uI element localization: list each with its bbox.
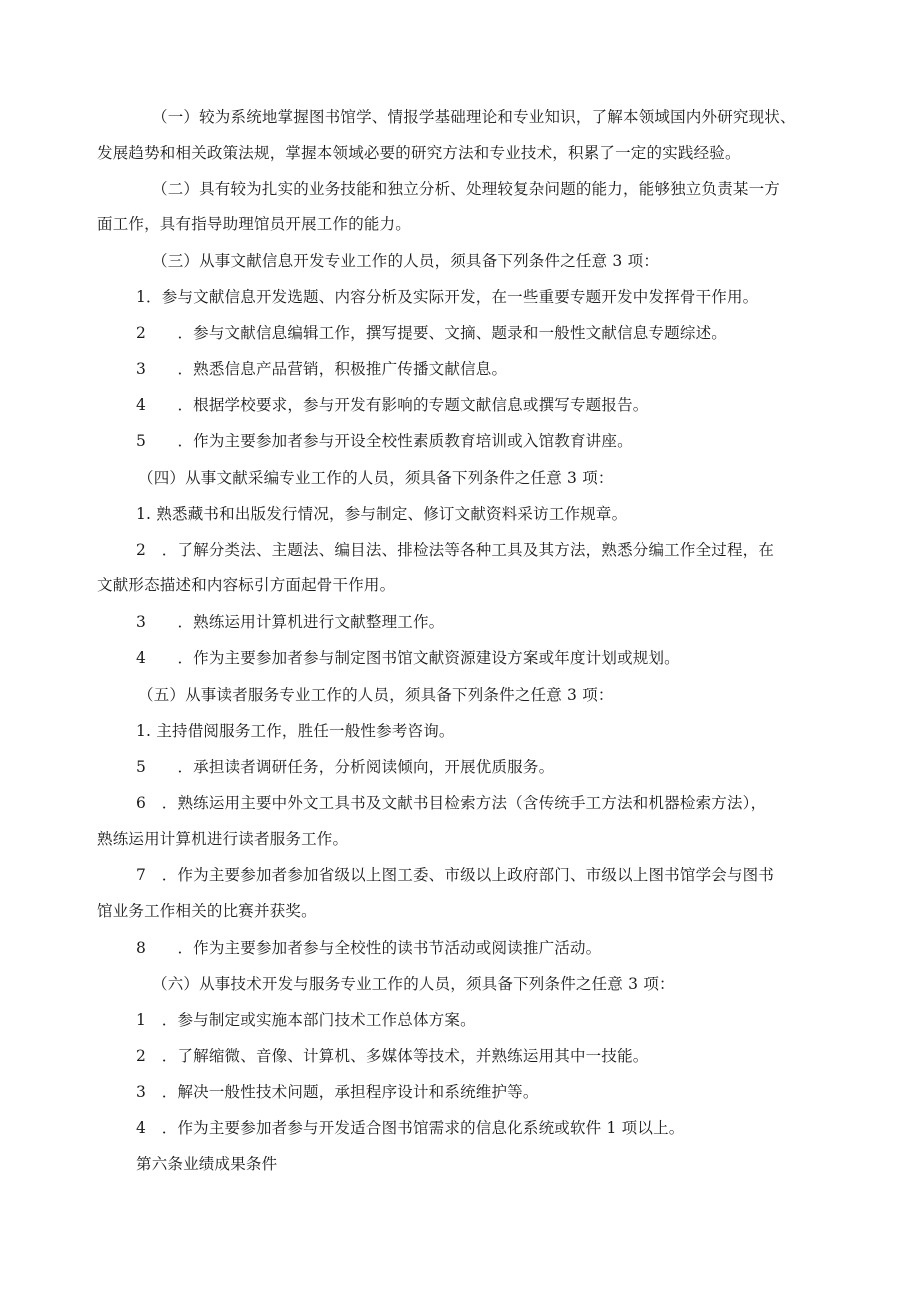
list-item: 1 ．参与制定或实施本部门技术工作总体方案。 xyxy=(136,1011,476,1029)
text-line: （四）从事文献采编专业工作的人员，须具备下列条件之任意 3 项： xyxy=(138,469,614,487)
list-item: 2 ．了解缩微、音像、计算机、多媒体等技术，并熟练运用其中一技能。 xyxy=(136,1047,649,1065)
section-heading: 第六条业绩成果条件 xyxy=(136,1155,278,1173)
list-item: 3 ．熟练运用计算机进行文献整理工作。 xyxy=(136,613,445,631)
list-item: 4 ．根据学校要求，参与开发有影响的专题文献信息或撰写专题报告。 xyxy=(136,396,649,414)
list-item: 7 ．作为主要参加者参加省级以上图工委、市级以上政府部门、市级以上图书馆学会与图书 xyxy=(136,866,775,884)
list-item: 2 ．了解分类法、主题法、编目法、排检法等各种工具及其方法，熟悉分编工作全过程，在 xyxy=(136,541,775,559)
list-item: 8 ．作为主要参加者参与全校性的读书节活动或阅读推广活动。 xyxy=(136,939,602,957)
text-line: （一）较为系统地掌握图书馆学、情报学基础理论和专业知识，了解本领域国内外研究现状、 xyxy=(152,108,796,126)
list-item: 1. 熟悉藏书和出版发行情况，参与制定、修订文献资料采访工作规章。 xyxy=(136,505,628,523)
text-line: （二）具有较为扎实的业务技能和独立分析、处理较复杂问题的能力，能够独立负责某一方 xyxy=(152,180,781,198)
list-item: 5 ．承担读者调研任务，分析阅读倾向，开展优质服务。 xyxy=(136,758,555,776)
text-line: 熟练运用计算机进行读者服务工作。 xyxy=(97,830,349,848)
list-item: 3 ．解决一般性技术问题，承担程序设计和系统维护等。 xyxy=(136,1083,539,1101)
list-item: 6 ．熟练运用主要中外文工具书及文献书目检索方法（含传统手工方法和机器检索方法）， xyxy=(136,794,767,812)
text-line: （五）从事读者服务专业工作的人员，须具备下列条件之任意 3 项： xyxy=(138,686,614,704)
list-item: 1．参与文献信息开发选题、内容分析及实际开发，在一些重要专题开发中发挥骨干作用。 xyxy=(136,288,759,306)
text-line: 文献形态描述和内容标引方面起骨干作用。 xyxy=(97,576,396,594)
text-line: （三）从事文献信息开发专业工作的人员，须具备下列条件之任意 3 项： xyxy=(152,252,660,270)
list-item: 5 ．作为主要参加者参与开设全校性素质教育培训或入馆教育讲座。 xyxy=(136,432,633,450)
text-line: 面工作，具有指导助理馆员开展工作的能力。 xyxy=(97,215,412,233)
list-item: 4 ．作为主要参加者参与开发适合图书馆需求的信息化系统或软件 1 项以上。 xyxy=(136,1119,685,1137)
list-item: 4 ．作为主要参加者参与制定图书馆文献资源建设方案或年度计划或规划。 xyxy=(136,649,680,667)
text-line: 馆业务工作相关的比赛并获奖。 xyxy=(97,902,317,920)
text-line: （六）从事技术开发与服务专业工作的人员，须具备下列条件之任意 3 项： xyxy=(152,975,675,993)
list-item: 1. 主持借阅服务工作，胜任一般性参考咨询。 xyxy=(136,722,455,740)
text-line: 发展趋势和相关政策法规，掌握本领域必要的研究方法和专业技术，积累了一定的实践经验。 xyxy=(97,144,741,162)
list-item: 2 ．参与文献信息编辑工作，撰写提要、文摘、题录和一般性文献信息专题综述。 xyxy=(136,324,727,342)
list-item: 3 ．熟悉信息产品营销，积极推广传播文献信息。 xyxy=(136,360,508,378)
